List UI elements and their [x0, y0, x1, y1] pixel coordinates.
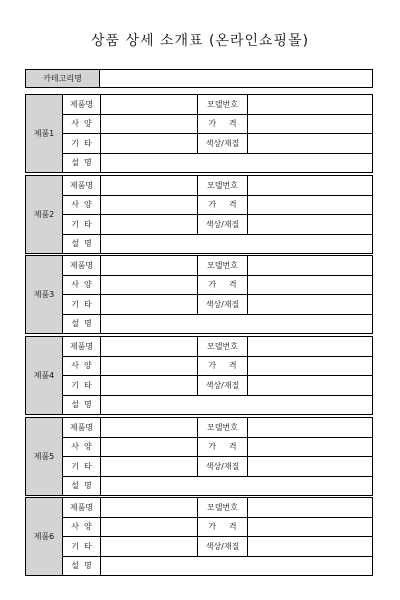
label-desc: 설 명 — [63, 557, 101, 576]
row-spec-price — [63, 437, 372, 457]
name-value-field[interactable] — [101, 256, 198, 275]
desc-value-field[interactable] — [101, 154, 372, 173]
category-row — [25, 69, 373, 88]
row-spec-price — [63, 275, 372, 295]
label-etc: 기 타 — [63, 134, 101, 153]
row-desc — [63, 476, 372, 496]
etc-value-field[interactable] — [101, 457, 198, 476]
category-value-field[interactable] — [100, 70, 372, 87]
color-value-field[interactable] — [248, 376, 372, 395]
spec-value-field[interactable] — [101, 196, 198, 215]
row-name-model — [63, 498, 372, 517]
label-name: 제품명 — [63, 176, 101, 195]
spec-value-field[interactable] — [101, 438, 198, 457]
label-name: 제품명 — [63, 498, 101, 517]
row-spec-price — [63, 114, 372, 134]
label-spec: 사 양 — [63, 115, 101, 134]
color-value-field[interactable] — [248, 457, 372, 476]
label-etc: 기 타 — [63, 457, 101, 476]
model-value-field[interactable] — [248, 337, 372, 356]
product-grid — [63, 176, 372, 253]
row-desc — [63, 556, 372, 576]
label-spec: 사 양 — [63, 357, 101, 376]
label-price: 가 격 — [198, 196, 248, 215]
row-spec-price — [63, 517, 372, 537]
label-color: 색상/재질 — [198, 376, 248, 395]
label-spec: 사 양 — [63, 518, 101, 537]
label-price: 가 격 — [198, 115, 248, 134]
label-desc: 설 명 — [63, 235, 101, 254]
label-price: 가 격 — [198, 438, 248, 457]
label-color: 색상/재질 — [198, 134, 248, 153]
row-name-model — [63, 256, 372, 275]
label-color: 색상/재질 — [198, 215, 248, 234]
product-label: 제품2 — [26, 176, 63, 253]
product-label: 제품1 — [26, 95, 63, 172]
label-model: 모델번호 — [198, 176, 248, 195]
category-label: 카테고리명 — [26, 70, 100, 87]
row-name-model — [63, 176, 372, 195]
price-value-field[interactable] — [248, 276, 372, 295]
label-spec: 사 양 — [63, 438, 101, 457]
row-desc — [63, 395, 372, 415]
row-etc-color — [63, 456, 372, 476]
model-value-field[interactable] — [248, 95, 372, 114]
spec-value-field[interactable] — [101, 518, 198, 537]
label-spec: 사 양 — [63, 196, 101, 215]
row-spec-price — [63, 356, 372, 376]
name-value-field[interactable] — [101, 498, 198, 517]
color-value-field[interactable] — [248, 537, 372, 556]
product-label: 제품3 — [26, 256, 63, 333]
price-value-field[interactable] — [248, 196, 372, 215]
product-grid — [63, 337, 372, 414]
row-desc — [63, 234, 372, 254]
label-etc: 기 타 — [63, 295, 101, 314]
desc-value-field[interactable] — [101, 557, 372, 576]
product-label: 제품4 — [26, 337, 63, 414]
label-model: 모델번호 — [198, 418, 248, 437]
label-desc: 설 명 — [63, 154, 101, 173]
label-etc: 기 타 — [63, 215, 101, 234]
product-block-1 — [25, 94, 373, 173]
label-name: 제품명 — [63, 337, 101, 356]
model-value-field[interactable] — [248, 498, 372, 517]
label-desc: 설 명 — [63, 396, 101, 415]
product-grid — [63, 95, 372, 172]
price-value-field[interactable] — [248, 115, 372, 134]
row-spec-price — [63, 195, 372, 215]
desc-value-field[interactable] — [101, 235, 372, 254]
product-block-3 — [25, 255, 373, 334]
price-value-field[interactable] — [248, 518, 372, 537]
label-color: 색상/재질 — [198, 457, 248, 476]
price-value-field[interactable] — [248, 357, 372, 376]
label-color: 색상/재질 — [198, 537, 248, 556]
page-title: 상품 상세 소개표 (온라인쇼핑몰) — [90, 33, 310, 49]
label-model: 모델번호 — [198, 95, 248, 114]
product-grid — [63, 498, 372, 575]
row-name-model — [63, 95, 372, 114]
model-value-field[interactable] — [248, 176, 372, 195]
label-model: 모델번호 — [198, 498, 248, 517]
label-price: 가 격 — [198, 518, 248, 537]
label-etc: 기 타 — [63, 376, 101, 395]
label-name: 제품명 — [63, 95, 101, 114]
row-etc-color — [63, 133, 372, 153]
product-label: 제품6 — [26, 498, 63, 575]
etc-value-field[interactable] — [101, 134, 198, 153]
label-price: 가 격 — [198, 357, 248, 376]
row-name-model — [63, 337, 372, 356]
row-etc-color — [63, 375, 372, 395]
spec-value-field[interactable] — [101, 276, 198, 295]
product-grid — [63, 256, 372, 333]
row-desc — [63, 153, 372, 173]
name-value-field[interactable] — [101, 337, 198, 356]
row-etc-color — [63, 294, 372, 314]
product-label: 제품5 — [26, 418, 63, 495]
desc-value-field[interactable] — [101, 315, 372, 334]
row-etc-color — [63, 214, 372, 234]
label-model: 모델번호 — [198, 256, 248, 275]
label-price: 가 격 — [198, 276, 248, 295]
product-block-2 — [25, 175, 373, 254]
spec-value-field[interactable] — [101, 115, 198, 134]
product-block-6 — [25, 497, 373, 576]
etc-value-field[interactable] — [101, 295, 198, 314]
name-value-field[interactable] — [101, 176, 198, 195]
etc-value-field[interactable] — [101, 537, 198, 556]
label-etc: 기 타 — [63, 537, 101, 556]
color-value-field[interactable] — [248, 215, 372, 234]
label-desc: 설 명 — [63, 315, 101, 334]
row-desc — [63, 314, 372, 334]
color-value-field[interactable] — [248, 295, 372, 314]
model-value-field[interactable] — [248, 256, 372, 275]
row-etc-color — [63, 536, 372, 556]
row-name-model — [63, 418, 372, 437]
label-spec: 사 양 — [63, 276, 101, 295]
etc-value-field[interactable] — [101, 215, 198, 234]
label-model: 모델번호 — [198, 337, 248, 356]
price-value-field[interactable] — [248, 438, 372, 457]
model-value-field[interactable] — [248, 418, 372, 437]
product-grid — [63, 418, 372, 495]
product-block-4 — [25, 336, 373, 415]
etc-value-field[interactable] — [101, 376, 198, 395]
desc-value-field[interactable] — [101, 396, 372, 415]
name-value-field[interactable] — [101, 418, 198, 437]
label-color: 색상/재질 — [198, 295, 248, 314]
name-value-field[interactable] — [101, 95, 198, 114]
label-name: 제품명 — [63, 256, 101, 275]
spec-value-field[interactable] — [101, 357, 198, 376]
desc-value-field[interactable] — [101, 477, 372, 496]
label-desc: 설 명 — [63, 477, 101, 496]
label-name: 제품명 — [63, 418, 101, 437]
color-value-field[interactable] — [248, 134, 372, 153]
product-block-5 — [25, 417, 373, 496]
